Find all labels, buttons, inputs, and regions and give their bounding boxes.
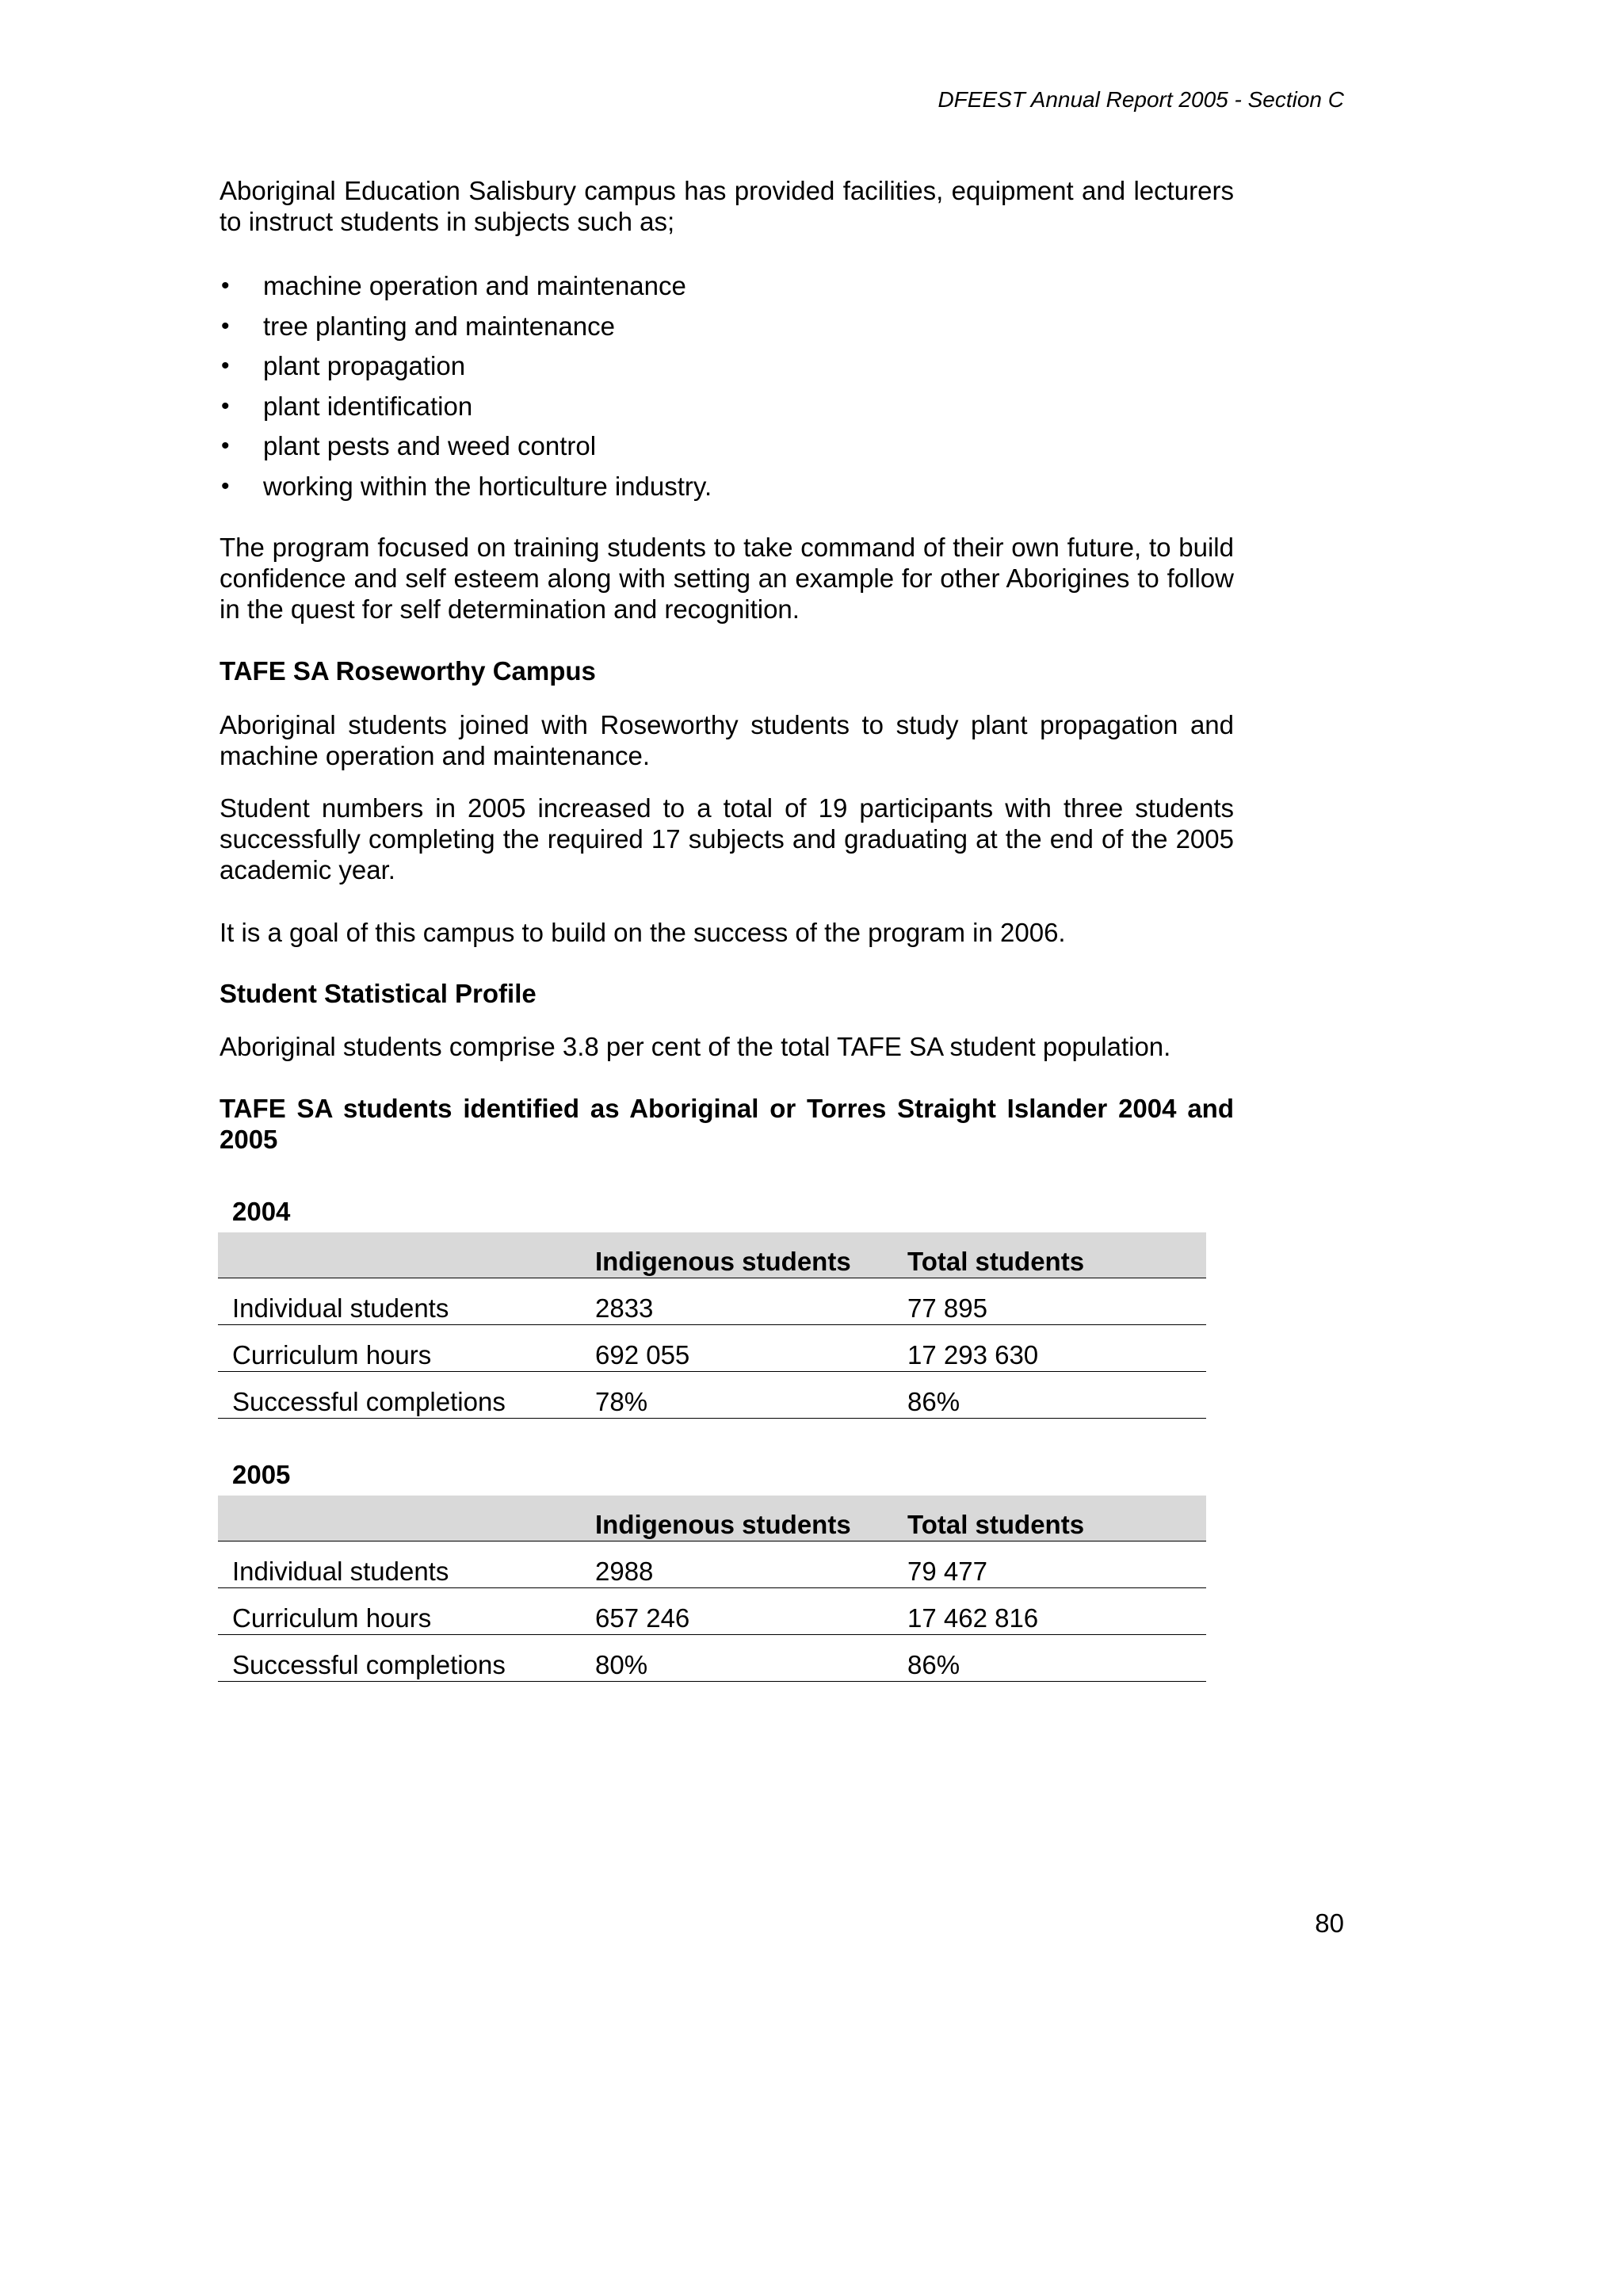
column-header: Total students: [907, 1247, 1085, 1276]
intro-paragraph: [220, 175, 1234, 237]
table-cell: 657 246: [595, 1603, 690, 1633]
table-cell: 77 895: [907, 1293, 987, 1323]
profile-paragraph: [220, 1031, 1234, 1062]
intro-text: Aboriginal Education Salisbury campus has provided facilities, equipment and lecturers to instruct students in subjects such as;: [220, 176, 1234, 236]
roseworthy-paragraph-1: [220, 709, 1234, 771]
table-cell: 2833: [595, 1293, 654, 1323]
table-year-label: 2005: [232, 1460, 291, 1489]
roseworthy-paragraph-2: [220, 793, 1234, 885]
table-year-label: 2004: [232, 1197, 291, 1226]
profile-heading: Student Statistical Profile: [220, 979, 537, 1008]
table-row: [218, 1588, 1206, 1635]
roseworthy-paragraph-3: [220, 917, 1234, 948]
table-row: [218, 1635, 1206, 1682]
table-cell: Curriculum hours: [232, 1340, 432, 1370]
table-cell: Successful completions: [232, 1650, 506, 1679]
table-cell: Individual students: [232, 1293, 449, 1323]
list-item: • tree planting and maintenance: [220, 307, 1234, 347]
roseworthy-text-3: It is a goal of this campus to build on the success of the program in 2006.: [220, 918, 1066, 947]
program-text: The program focused on training students to take command of their own future, to build confidence and self esteem along with setting an example for other Aborigines to follow in the quest for self determination and recognition.: [220, 533, 1234, 624]
list-item: • plant pests and weed control: [220, 426, 1234, 467]
profile-text: Aboriginal students comprise 3.8 per cent of the total TAFE SA student population.: [220, 1032, 1171, 1061]
page-number: 80: [1315, 1908, 1344, 1938]
roseworthy-text-1: Aboriginal students joined with Roseworthy students to study plant propagation and machine operation and maintenance.: [220, 710, 1234, 770]
table-row: [218, 1325, 1206, 1372]
table-cell: 79 477: [907, 1557, 987, 1586]
subjects-list-container: [220, 266, 1234, 506]
running-header: DFEEST Annual Report 2005 - Section C: [938, 87, 1344, 112]
subjects-list: [220, 266, 1234, 506]
list-item: • machine operation and maintenance: [220, 266, 1234, 307]
column-header: Indigenous students: [595, 1247, 851, 1276]
program-paragraph: [220, 532, 1234, 625]
table-row: [218, 1372, 1206, 1419]
table-cell: 17 462 816: [907, 1603, 1039, 1633]
table-cell: 80%: [595, 1650, 648, 1679]
list-item: • working within the horticulture industry.: [220, 467, 1234, 507]
table-row: [218, 1541, 1206, 1588]
table-cell: 17 293 630: [907, 1340, 1039, 1370]
table-cell: 2988: [595, 1557, 654, 1586]
table-caption: [220, 1093, 1234, 1155]
table-caption-text: TAFE SA students identified as Aboriginal or Torres Straight Islander 2004 and 2005: [220, 1094, 1234, 1154]
table-cell: 86%: [907, 1650, 960, 1679]
table-cell: 692 055: [595, 1340, 690, 1370]
roseworthy-text-2: Student numbers in 2005 increased to a total of 19 participants with three students successfully completing the required 17 subjects and graduating at the end of the 2005 academic year.: [220, 793, 1234, 884]
table-cell: Curriculum hours: [232, 1603, 432, 1633]
table-cell: Successful completions: [232, 1387, 506, 1416]
table-header-row: [218, 1232, 1206, 1278]
list-item: • plant identification: [220, 387, 1234, 427]
table-cell: Individual students: [232, 1557, 449, 1586]
list-item: • plant propagation: [220, 346, 1234, 387]
table-cell: 78%: [595, 1387, 648, 1416]
table-row: [218, 1278, 1206, 1325]
table-cell: 86%: [907, 1387, 960, 1416]
column-header: Total students: [907, 1510, 1085, 1539]
table-header-row: [218, 1496, 1206, 1541]
column-header: Indigenous students: [595, 1510, 851, 1539]
roseworthy-heading: TAFE SA Roseworthy Campus: [220, 656, 596, 686]
